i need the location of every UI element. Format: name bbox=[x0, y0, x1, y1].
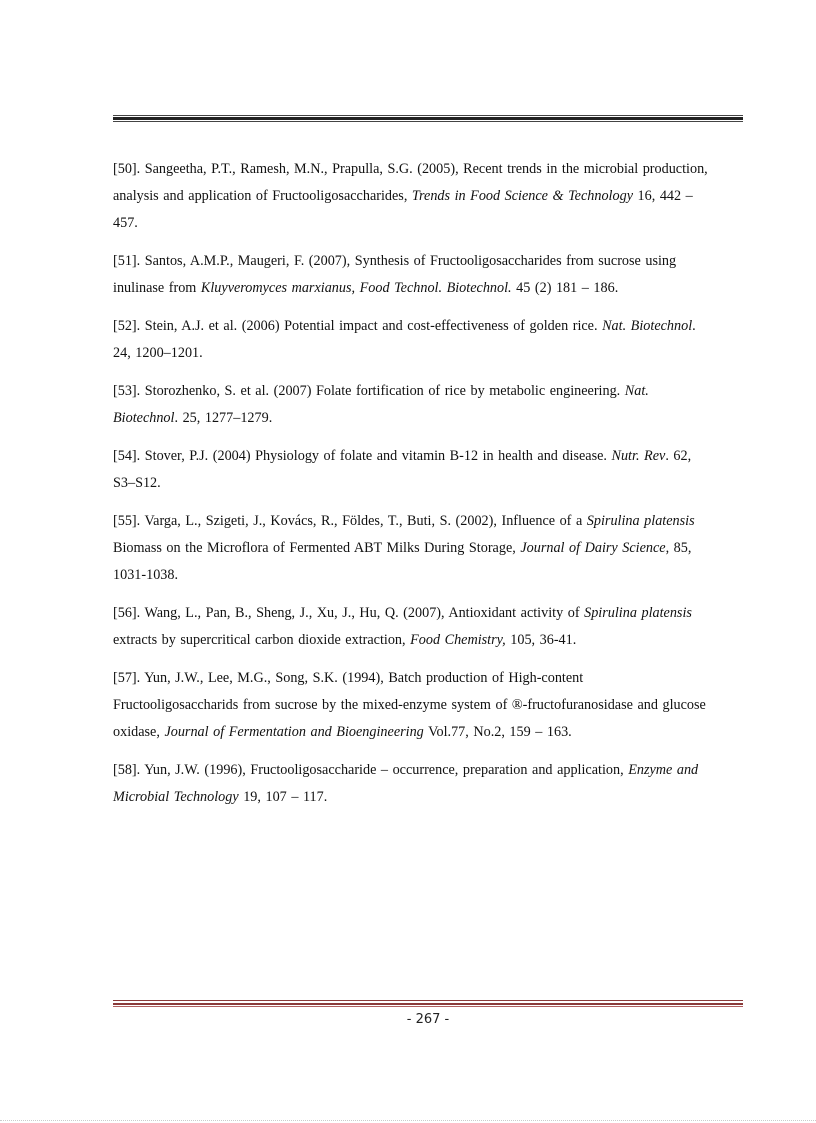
reference-text: 105, 36-41. bbox=[505, 632, 577, 648]
reference-italic-text: Nat. Biotechnol bbox=[113, 383, 649, 426]
reference-text: [53]. Storozhenko, S. et al. (2007) Folate fortification of rice by metabolic engineering. bbox=[113, 383, 625, 399]
reference-italic-text: Nat. Biotechnol bbox=[602, 318, 693, 334]
reference-text: extracts by supercritical carbon dioxide extraction, bbox=[113, 632, 411, 648]
page-number: - 267 - bbox=[406, 1012, 450, 1027]
reference-text: [51]. Santos, A.M.P., Maugeri, F. (2007), Synthesis of Fructooligosaccharides from sucrose using inulinase from bbox=[113, 253, 677, 296]
reference-italic-text: Kluyveromyces marxianus, Food Technol. Biotechnol. bbox=[200, 280, 512, 296]
reference-entry bbox=[113, 378, 713, 432]
reference-italic-text: Food Chemistry, bbox=[410, 632, 506, 648]
reference-text: [56]. Wang, L., Pan, B., Sheng, J., Xu, J., Hu, Q. (2007), Antioxidant activity of bbox=[113, 605, 585, 621]
reference-entry bbox=[113, 248, 713, 302]
header-rule bbox=[113, 115, 743, 122]
reference-entry bbox=[113, 665, 713, 746]
reference-italic-text: Spirulina platensis bbox=[586, 513, 695, 529]
reference-italic-text: Journal of Fermentation and Bioengineering bbox=[164, 724, 424, 740]
reference-text: Biomass on the Microflora of Fermented ABT Milks During Storage, bbox=[113, 540, 521, 556]
reference-entry bbox=[113, 443, 713, 497]
reference-italic-text: Trends in Food Science & Technology bbox=[411, 188, 633, 204]
reference-text: [58]. Yun, J.W. (1996), Fructooligosaccharide – occurrence, preparation and application, bbox=[113, 762, 629, 778]
reference-entry bbox=[113, 508, 713, 589]
reference-entry bbox=[113, 313, 713, 367]
reference-italic-text: Enzyme and Microbial Technology bbox=[113, 762, 699, 805]
reference-text: Vol.77, No.2, 159 – 163. bbox=[423, 724, 572, 740]
reference-italic-text: Nutr. Rev bbox=[611, 448, 666, 464]
reference-text: [50]. Sangeetha, P.T., Ramesh, M.N., Prapulla, S.G. (2005), Recent trends in the microbial production, analysis and application of Fructooligosaccharides, bbox=[113, 161, 708, 204]
reference-italic-text: Journal of Dairy Science bbox=[520, 540, 666, 556]
reference-entry bbox=[113, 757, 713, 811]
reference-text: 16, 442 – 457. bbox=[113, 188, 693, 231]
footer-rule bbox=[113, 1000, 743, 1007]
reference-text: [54]. Stover, P.J. (2004) Physiology of folate and vitamin B-12 in health and disease. bbox=[113, 448, 612, 464]
reference-italic-text: Spirulina platensis bbox=[584, 605, 692, 621]
reference-entry bbox=[113, 600, 713, 654]
reference-text: 45 (2) 181 – 186. bbox=[511, 280, 619, 296]
reference-text: [55]. Varga, L., Szigeti, J., Kovács, R., Földes, T., Buti, S. (2002), Influence of a bbox=[113, 513, 587, 529]
reference-text: [57]. Yun, J.W., Lee, M.G., Song, S.K. (1994), Batch production of High-content Fructooligosaccharids from sucrose by the mixed-enzyme system of ®-fructofuranosidase and glucose oxidase, bbox=[113, 670, 706, 740]
page-edge-divider bbox=[0, 1120, 816, 1121]
reference-text: . 62, S3–S12. bbox=[113, 448, 692, 491]
reference-text: [52]. Stein, A.J. et al. (2006) Potential impact and cost-effectiveness of golden rice. bbox=[113, 318, 603, 334]
reference-entry bbox=[113, 156, 713, 237]
reference-text: 19, 107 – 117. bbox=[238, 789, 328, 805]
reference-text: . 24, 1200–1201. bbox=[113, 318, 696, 361]
reference-text: , 85, 1031-1038. bbox=[113, 540, 692, 583]
reference-text: . 25, 1277–1279. bbox=[174, 410, 273, 426]
reference-list bbox=[113, 156, 713, 822]
